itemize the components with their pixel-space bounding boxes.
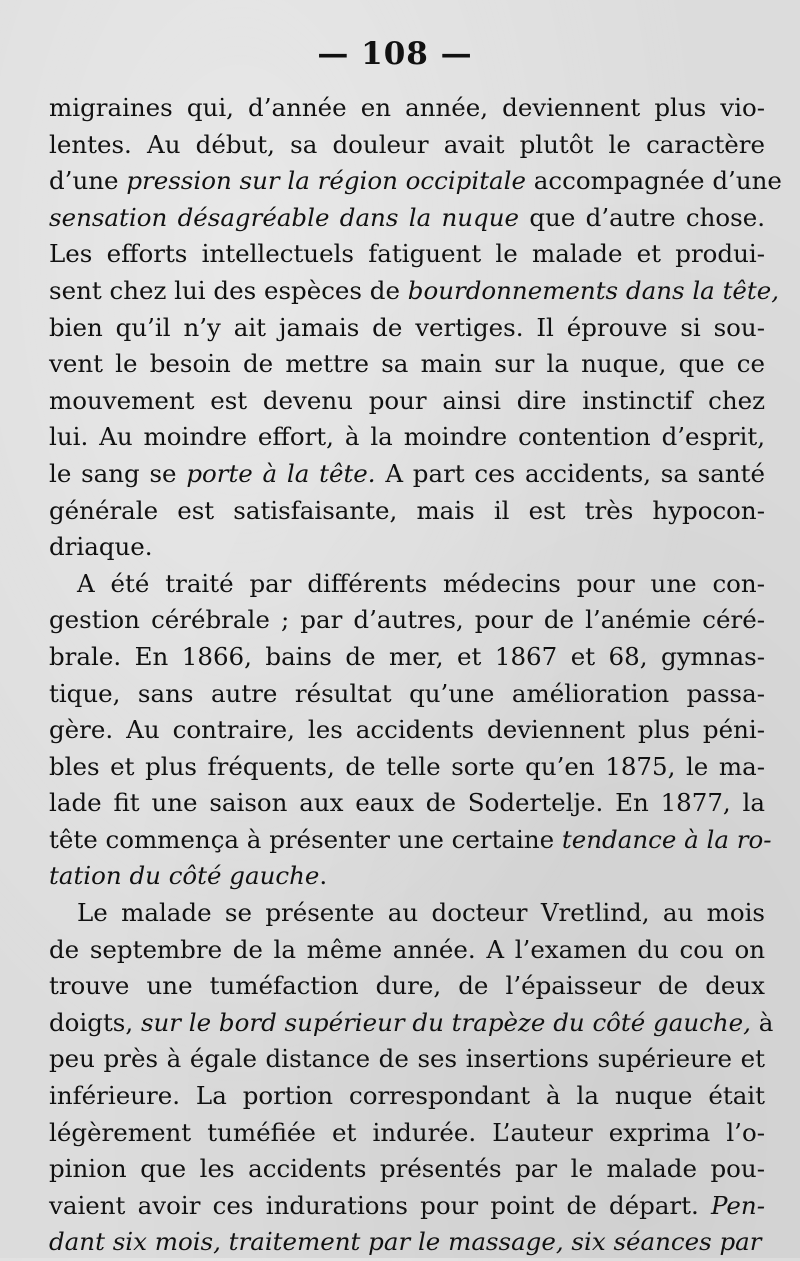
text-segment: lentes. Au début, sa douleur avait plutôt le caractère (49, 129, 765, 159)
text-line (49, 90, 765, 127)
text-segment: inférieure. La portion correspondant à la nuque était (49, 1081, 765, 1111)
text-line (49, 858, 765, 895)
text-line (49, 310, 765, 347)
text-segment: . (319, 861, 328, 891)
text-segment: pinion que les accidents présentés par le malade pou- (49, 1154, 765, 1184)
italic-text-segment: dant six mois, traitement par le massage, six séances par (49, 1227, 762, 1257)
text-segment: légèrement tuméfiée et indurée. L’auteur exprima l’o- (49, 1117, 765, 1147)
text-segment: tique, sans autre résultat qu’une amélioration passa- (49, 678, 765, 708)
text-segment: brale. En 1866, bains de mer, et 1867 et 68, gymnas- (49, 641, 765, 671)
text-line (49, 785, 765, 822)
italic-text-segment: Pen- (711, 1190, 765, 1220)
text-line (49, 273, 780, 310)
text-segment: bien qu’il n’y ait jamais de vertiges. Il éprouve si sou- (49, 312, 765, 342)
text-line (49, 712, 765, 749)
text-line (49, 1005, 774, 1042)
text-segment: Les efforts intellectuels fatiguent le malade et produi- (49, 239, 765, 269)
text-line (49, 529, 765, 566)
text-line (49, 602, 765, 639)
text-line (49, 127, 765, 164)
text-segment: A part ces accidents, sa santé (375, 458, 765, 488)
text-line (49, 566, 765, 603)
text-segment: sent chez lui des espèces de (49, 275, 408, 305)
text-line (49, 493, 765, 530)
text-segment: d’une (49, 166, 127, 196)
text-segment: Le malade se présente au docteur Vretlind, au mois (77, 898, 765, 928)
text-segment: lui. Au moindre effort, à la moindre contention d’esprit, (49, 422, 765, 452)
text-segment: bles et plus fréquents, de telle sorte qu’en 1875, le ma- (49, 751, 765, 781)
italic-text-segment: tation du côté gauche (49, 861, 320, 891)
text-line (49, 822, 772, 859)
text-line (49, 968, 765, 1005)
text-segment: A été traité par différents médecins pour une con- (77, 568, 765, 598)
text-segment: de septembre de la même année. A l’examen du cou on (49, 934, 765, 964)
text-segment: lade fit une saison aux eaux de Sodertelje. En 1877, la (49, 788, 765, 818)
text-line (49, 1041, 765, 1078)
italic-text-segment: sur le bord supérieur du trapèze du côté gauche, (140, 1007, 751, 1037)
text-line (49, 383, 765, 420)
text-line (49, 676, 765, 713)
body-text (49, 90, 782, 1261)
italic-text-segment: tendance à la ro- (561, 824, 772, 854)
text-line (49, 1224, 765, 1261)
text-line (49, 163, 782, 200)
text-line (49, 346, 765, 383)
text-line (49, 895, 765, 932)
text-segment: peu près à égale distance de ses insertions supérieure et (49, 1044, 765, 1074)
text-line (49, 1151, 765, 1188)
text-line (49, 236, 765, 273)
text-line (49, 456, 765, 493)
text-line (49, 932, 765, 969)
text-line (49, 419, 765, 456)
text-segment: générale est satisfaisante, mais il est très hypocon- (49, 495, 765, 525)
text-segment: que d’autre chose. (519, 202, 765, 232)
italic-text-segment: sensation désagréable dans la nuque (49, 202, 520, 232)
text-segment: accompagnée d’une (525, 166, 782, 196)
italic-text-segment: pression sur la région occipitale (126, 166, 526, 196)
text-segment: trouve une tuméfaction dure, de l’épaisseur de deux (49, 971, 765, 1001)
text-segment: vent le besoin de mettre sa main sur la nuque, que ce (49, 349, 765, 379)
text-segment: tête commença à présenter une certaine (49, 824, 562, 854)
text-segment: driaque. (49, 532, 153, 562)
text-segment: doigts, (49, 1007, 141, 1037)
page-number: — 108 — (317, 36, 473, 72)
text-line (49, 1078, 765, 1115)
text-segment: gère. Au contraire, les accidents deviennent plus péni- (49, 715, 765, 745)
text-segment: vaient avoir ces indurations pour point de départ. (49, 1190, 712, 1220)
text-segment: mouvement est devenu pour ainsi dire instinctif chez (49, 385, 765, 415)
text-segment: le sang se (49, 458, 187, 488)
text-segment: à (750, 1007, 774, 1037)
text-segment: gestion cérébrale ; par d’autres, pour de l’anémie céré- (49, 605, 765, 635)
text-line (49, 639, 765, 676)
text-line (49, 1188, 765, 1225)
text-segment: migraines qui, d’année en année, deviennent plus vio- (49, 93, 765, 122)
italic-text-segment: bourdonnements dans la tête, (407, 275, 780, 305)
italic-text-segment: porte à la tête. (186, 458, 376, 488)
text-line (49, 749, 765, 786)
text-line (49, 1115, 765, 1152)
text-line (49, 200, 765, 237)
